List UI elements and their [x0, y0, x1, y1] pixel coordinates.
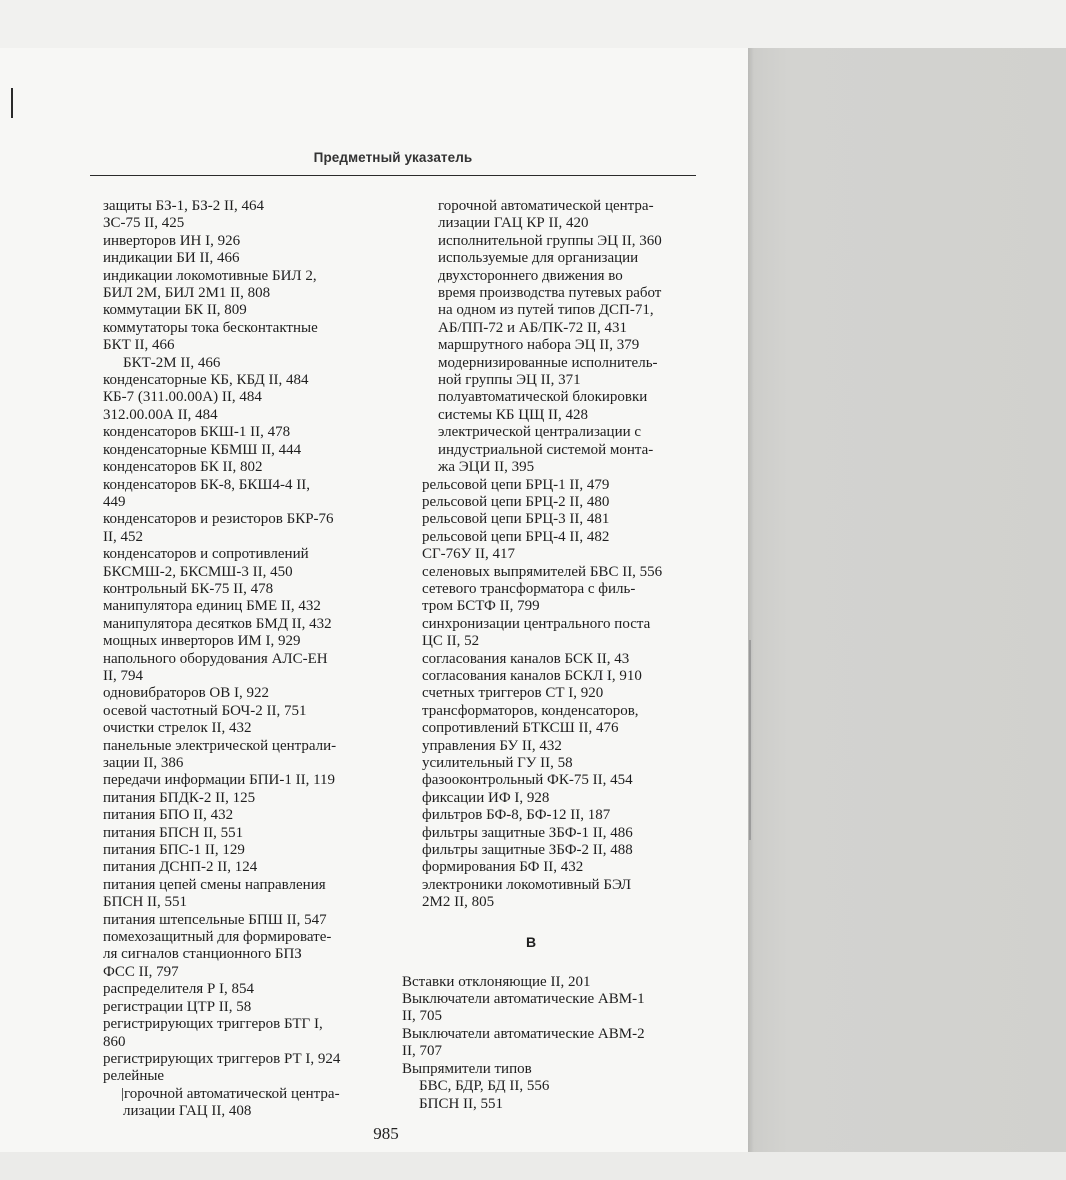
index-entry-line: индустриальной системой монта-: [438, 441, 654, 458]
index-entry-line: Выключатели автоматические АВМ-2: [402, 1025, 645, 1042]
index-entry-line: лизации ГАЦ КР II, 420: [438, 215, 589, 232]
section-letter-wrap: [402, 934, 702, 952]
index-entry-line: БКТ II, 466: [103, 337, 175, 354]
index-entry-line: питания цепей смены направления: [103, 876, 326, 893]
index-entries-continued: [402, 198, 702, 912]
index-entry-line: модернизированные исполнитель-: [438, 354, 658, 371]
index-entry-line: очистки стрелок II, 432: [103, 720, 252, 737]
index-entry-line: 2М2 II, 805: [422, 894, 495, 911]
index-entry-line: управления БУ II, 432: [422, 737, 562, 754]
header-rule: [90, 175, 696, 176]
index-entry-line: электрической централизации с: [438, 424, 642, 441]
index-entry-line: лизации ГАЦ II, 408: [123, 1103, 252, 1120]
index-entry-line: зации II, 386: [103, 755, 184, 771]
page-edge-mark: [749, 640, 751, 840]
index-entry-line: Выпрямители типов: [402, 1060, 532, 1077]
scan-top-margin: [0, 0, 1066, 48]
index-entry-line: питания БПС-1 II, 129: [103, 842, 245, 859]
index-entry-line: КБ-7 (311.00.00А) II, 484: [103, 389, 262, 406]
index-entry-line: фазооконтрольный ФК-75 II, 454: [422, 772, 633, 789]
index-entry-line: 312.00.00А II, 484: [103, 406, 218, 423]
index-entry-line: |горочной автоматической центра-: [121, 1085, 340, 1102]
index-entry-line: ЦС II, 52: [422, 633, 480, 650]
page-number: 985: [373, 1124, 399, 1143]
index-entry-line: питания БПСН II, 551: [103, 824, 244, 841]
index-entry-line: БПСН II, 551: [419, 1095, 504, 1112]
index-entry-line: индикации БИ II, 466: [103, 250, 240, 267]
index-entry-line: трансформаторов, конденсаторов,: [422, 702, 639, 719]
index-entry-line: инверторов ИН I, 926: [103, 232, 241, 249]
index-entry-line: БКСМШ-2, БКСМШ-3 II, 450: [103, 563, 293, 580]
index-entry-line: селеновых выпрямителей БВС II, 556: [422, 563, 663, 580]
index-entry-line: БКТ-2М II, 466: [123, 354, 221, 371]
index-entry-line: жа ЭЦИ II, 395: [438, 459, 535, 476]
running-head: Предметный указатель: [313, 150, 473, 165]
index-entry-line: Выключатели автоматические АВМ-1: [402, 991, 645, 1008]
index-entry-line: рельсовой цепи БРЦ-1 II, 479: [422, 476, 610, 493]
index-entry-line: распределителя Р I, 854: [103, 981, 255, 998]
index-entry-line: фильтры защитные ЗБФ-2 II, 488: [422, 842, 633, 859]
index-entry-line: тром БСТФ II, 799: [422, 598, 540, 615]
index-entry-line: время производства путевых работ: [438, 285, 662, 302]
index-entry-line: манипулятора единиц БМЕ II, 432: [103, 598, 321, 615]
index-entry-line: ной группы ЭЦ II, 371: [438, 372, 581, 389]
index-entry-line: БПСН II, 551: [103, 894, 188, 911]
index-entry-line: двухстороннего движения во: [438, 267, 623, 284]
index-entry-line: питания ДСНП-2 II, 124: [103, 859, 258, 876]
index-entry-line: исполнительной группы ЭЦ II, 360: [438, 232, 662, 249]
index-entry-line: ФСС II, 797: [103, 963, 179, 980]
index-entries-section-v: [402, 974, 702, 1113]
index-entry-line: согласования каналов БСКЛ I, 910: [422, 667, 642, 684]
index-entry-line: конденсаторные КБМШ II, 444: [103, 441, 302, 458]
index-entry-line: осевой частотный БОЧ-2 II, 751: [103, 702, 307, 719]
scan-shadow: [748, 48, 1066, 1152]
index-entry-line: усилительный ГУ II, 58: [422, 755, 573, 771]
index-entry-line: II, 705: [402, 1008, 442, 1025]
index-entry-line: передачи информации БПИ-1 II, 119: [103, 772, 336, 789]
index-entry-line: регистрации ЦТР II, 58: [103, 998, 252, 1015]
index-entry-line: ЗС-75 II, 425: [103, 215, 185, 232]
index-entry-line: БВС, БДР, БД II, 556: [419, 1078, 550, 1095]
scan-bottom-margin: [0, 1152, 1066, 1180]
index-entry-line: фильтры защитные ЗБФ-1 II, 486: [422, 824, 633, 841]
index-entry-line: II, 707: [402, 1043, 442, 1060]
index-entry-line: II, 452: [103, 528, 143, 545]
index-entry-line: контрольный БК-75 II, 478: [103, 580, 274, 597]
index-entry-line: напольного оборудования АЛС-ЕН: [103, 650, 328, 667]
index-entry-line: II, 794: [103, 667, 143, 684]
index-entry-line: коммутаторы тока бесконтактные: [103, 319, 318, 336]
scan-artifact-mark: [11, 88, 13, 118]
index-entry-line: панельные электрической централи-: [103, 737, 337, 754]
index-entry-line: ля сигналов станционного БПЗ: [103, 946, 302, 963]
index-entry-line: 860: [103, 1033, 126, 1050]
index-entry-line: используемые для организации: [438, 250, 639, 267]
index-entry-line: маршрутного набора ЭЦ II, 379: [438, 337, 640, 354]
index-entry-line: АБ/ПП-72 и АБ/ПК-72 II, 431: [438, 319, 627, 336]
index-entry-line: питания БПО II, 432: [103, 807, 234, 824]
index-entry-line: рельсовой цепи БРЦ-3 II, 481: [422, 511, 610, 528]
index-entry-line: питания штепсельные БПШ II, 547: [103, 911, 327, 928]
index-entry-line: на одном из путей типов ДСП-71,: [438, 302, 654, 319]
index-entry-line: электроники локомотивный БЭЛ: [422, 876, 632, 893]
index-entry-line: питания БПДК-2 II, 125: [103, 789, 256, 806]
index-entry-line: индикации локомотивные БИЛ 2,: [103, 267, 317, 284]
index-entry-line: счетных триггеров СТ I, 920: [422, 685, 604, 702]
index-entry-line: мощных инверторов ИМ I, 929: [103, 633, 301, 650]
section-letter: В: [526, 933, 537, 950]
index-entry-line: конденсаторов БК II, 802: [103, 459, 263, 476]
index-entry-line: конденсаторов и резисторов БКР-76: [103, 511, 334, 528]
index-entry-line: сетевого трансформатора с филь-: [422, 580, 636, 597]
index-entry-line: манипулятора десятков БМД II, 432: [103, 615, 332, 632]
index-entry-line: полуавтоматической блокировки: [438, 389, 648, 406]
index-entry-line: горочной автоматической центра-: [438, 198, 654, 214]
index-entry-line: помехозащитный для формировате-: [103, 929, 332, 946]
index-entry-line: системы КБ ЦЩ II, 428: [438, 406, 588, 423]
index-entry-line: Вставки отклоняющие II, 201: [402, 973, 591, 990]
index-entry-line: регистрирующих триггеров РТ I, 924: [103, 1050, 341, 1067]
index-entry-line: фиксации ИФ I, 928: [422, 789, 550, 806]
index-entry-line: конденсаторов и сопротивлений: [103, 546, 309, 563]
index-entry-line: сопротивлений БТКСШ II, 476: [422, 720, 619, 737]
index-entry-line: рельсовой цепи БРЦ-2 II, 480: [422, 493, 610, 510]
index-entry-line: одновибраторов ОВ I, 922: [103, 685, 270, 702]
index-entry-line: фильтров БФ-8, БФ-12 II, 187: [422, 807, 611, 824]
index-entry-line: согласования каналов БСК II, 43: [422, 650, 630, 667]
index-entry-line: синхронизации центрального поста: [422, 615, 651, 632]
index-entry-line: конденсаторные КБ, КБД II, 484: [103, 372, 309, 389]
index-entry-line: 449: [103, 493, 126, 510]
index-entry-line: рельсовой цепи БРЦ-4 II, 482: [422, 528, 610, 545]
index-column-left: [103, 198, 395, 1121]
index-entry-line: формирования БФ II, 432: [422, 859, 584, 876]
index-entry-line: релейные: [103, 1068, 165, 1085]
index-entry-line: БИЛ 2М, БИЛ 2М1 II, 808: [103, 285, 271, 302]
index-entry-line: СГ-76У II, 417: [422, 546, 516, 563]
index-column-right: [402, 198, 702, 1113]
index-entry-line: коммутации БК II, 809: [103, 302, 247, 319]
index-entry-line: конденсаторов БКШ-1 II, 478: [103, 424, 291, 441]
index-entry-line: защиты БЗ-1, БЗ-2 II, 464: [103, 198, 265, 214]
index-entry-line: конденсаторов БК-8, БКШ4-4 II,: [103, 476, 311, 493]
index-entry-line: регистрирующих триггеров БТГ I,: [103, 1016, 323, 1033]
